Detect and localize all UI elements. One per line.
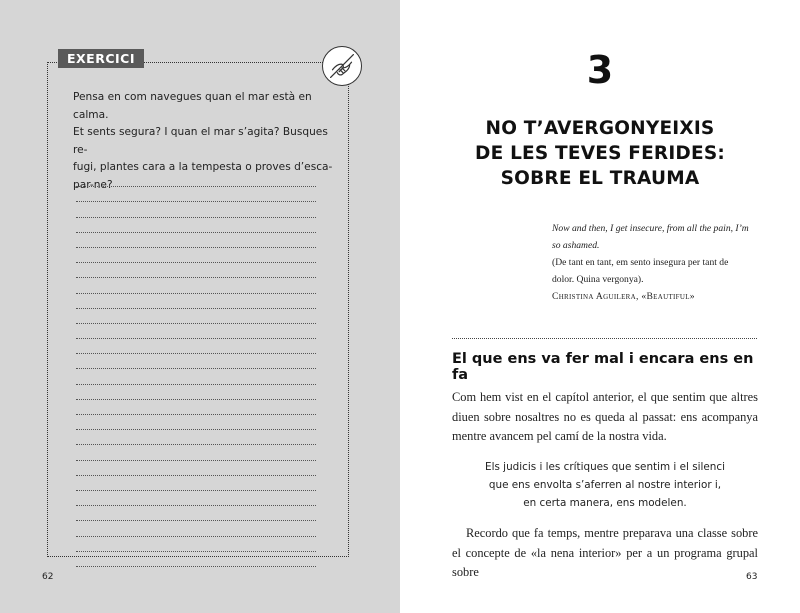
writing-line bbox=[76, 218, 316, 233]
prompt-line: Pensa en com navegues quan el mar està en calma. bbox=[73, 91, 312, 121]
prompt-line: par-ne? bbox=[73, 178, 113, 191]
writing-line bbox=[76, 339, 316, 354]
pull-quote-line: en certa manera, ens modelen. bbox=[523, 497, 687, 509]
chapter-title-line: NO T’AVERGONYEIXIS bbox=[485, 118, 715, 139]
writing-line bbox=[76, 187, 316, 202]
epigraph bbox=[552, 220, 762, 305]
epigraph-line: so ashamed. bbox=[552, 240, 600, 251]
page-number-right: 63 bbox=[746, 572, 758, 582]
writing-line bbox=[76, 369, 316, 384]
section-heading: El que ens va fer mal i encara ens en fa bbox=[452, 351, 754, 383]
writing-line bbox=[76, 385, 316, 400]
writing-line bbox=[76, 445, 316, 460]
writing-line bbox=[76, 506, 316, 521]
writing-line bbox=[76, 476, 316, 491]
writing-line bbox=[76, 172, 316, 187]
writing-line bbox=[76, 461, 316, 476]
section-divider bbox=[452, 338, 757, 339]
chapter-title bbox=[400, 116, 800, 191]
writing-line bbox=[76, 233, 316, 248]
prompt-line: Et sents segura? I quan el mar s’agita? Busques re- bbox=[73, 126, 328, 156]
page-number-left: 62 bbox=[42, 572, 54, 582]
epigraph-attribution: Christina Aguilera, «Beautiful» bbox=[552, 291, 695, 302]
writing-lines bbox=[76, 172, 316, 567]
pull-quote-line: que ens envolta s’aferren al nostre interior i, bbox=[488, 479, 722, 491]
writing-line bbox=[76, 263, 316, 278]
epigraph-line: Now and then, I get insecure, from all the pain, I’m bbox=[552, 223, 749, 234]
writing-line bbox=[76, 521, 316, 536]
writing-line bbox=[76, 430, 316, 445]
writing-line bbox=[76, 491, 316, 506]
body-paragraph: Recordo que fa temps, mentre preparava una classe sobre el concepte de «la nena interior» per a un programa grupal sobre bbox=[452, 526, 758, 579]
writing-line bbox=[76, 354, 316, 369]
writing-line bbox=[76, 248, 316, 263]
chapter-title-line: DE LES TEVES FERIDES: bbox=[475, 143, 725, 164]
writing-line bbox=[76, 202, 316, 217]
chapter-title-line: SOBRE EL TRAUMA bbox=[500, 168, 700, 189]
body-paragraph: Com hem vist en el capítol anterior, el que sentim que altres diuen sobre nosaltres no es queda al passat: ens acompanya mentre avancem pel camí de la nostra vida. bbox=[452, 390, 758, 443]
writing-line bbox=[76, 537, 316, 552]
writing-line bbox=[76, 309, 316, 324]
pull-quote-line: Els judicis i les crítiques que sentim i el silenci bbox=[485, 461, 725, 473]
exercise-badge: EXERCICI bbox=[58, 49, 144, 68]
holding-hands-icon bbox=[322, 46, 362, 86]
writing-line bbox=[76, 278, 316, 293]
writing-line bbox=[76, 415, 316, 430]
writing-line bbox=[76, 552, 316, 567]
epigraph-translation-line: (De tant en tant, em sento insegura per tant de bbox=[552, 257, 729, 268]
chapter-number: 3 bbox=[586, 48, 614, 92]
writing-line bbox=[76, 294, 316, 309]
pull-quote bbox=[452, 458, 758, 512]
prompt-line: fugi, plantes cara a la tempesta o proves d’esca- bbox=[73, 161, 333, 173]
writing-line bbox=[76, 400, 316, 415]
right-page bbox=[400, 0, 800, 613]
epigraph-translation-line: dolor. Quina vergonya). bbox=[552, 274, 644, 285]
writing-line bbox=[76, 324, 316, 339]
